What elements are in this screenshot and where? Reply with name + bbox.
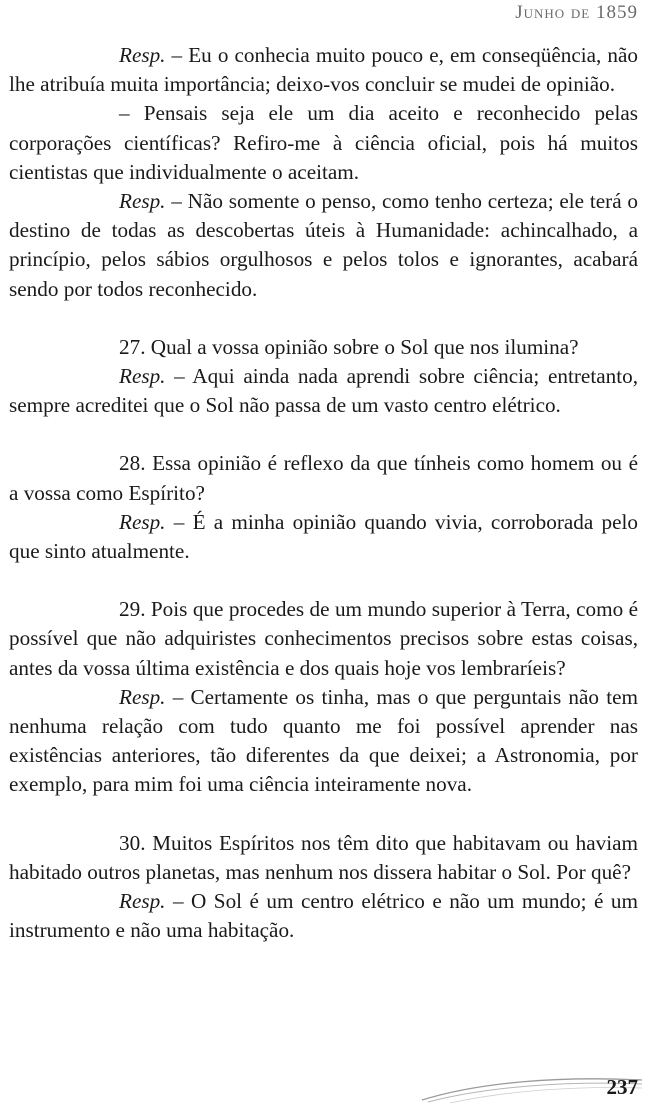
page-body	[9, 41, 638, 945]
running-header: Junho de 1859	[515, 2, 638, 23]
paragraph-text: – Aqui ainda nada aprendi sobre ciência; entretanto, sempre acreditei que o Sol não passa de um vasto centro elétrico.	[9, 364, 638, 418]
answer-28	[9, 508, 638, 566]
question-29	[9, 595, 638, 683]
page-number: 237	[606, 1075, 638, 1099]
paragraph-answer-2	[9, 187, 638, 304]
answer-29	[9, 683, 638, 800]
resp-label: Resp.	[119, 509, 166, 534]
resp-label: Resp.	[119, 43, 166, 67]
paragraph-text: – Pensais seja ele um dia aceito e reconhecido pelas corporações científicas? Refiro-me à ciência oficial, pois há muitos cientistas que individualmente o aceitam.	[9, 101, 638, 184]
paragraph-text: 28. Essa opinião é reflexo da que tínheis como homem ou é a vossa como Espírito?	[9, 451, 638, 505]
resp-label: Resp.	[119, 684, 166, 709]
question-27	[9, 333, 638, 362]
resp-label: Resp.	[119, 189, 166, 214]
answer-30	[9, 887, 638, 945]
question-30	[9, 829, 638, 887]
paragraph-text: – Certamente os tinha, mas o que perguntais não tem nenhuma relação com tudo quanto me foi possível aprender nas existências anteriores, tão diferentes da que deixei; a Astronomia, por exemplo, para mim foi uma ciência inteiramente nova.	[9, 684, 638, 797]
paragraph-text: – Eu o conhecia muito pouco e, em conseqüência, não lhe atribuía muita importância; deixo-vos concluir se mudei de opinião.	[9, 43, 638, 97]
resp-label: Resp.	[119, 364, 166, 389]
answer-27	[9, 362, 638, 420]
paragraph-text: – É a minha opinião quando vivia, corroborada pelo que sinto atualmente.	[9, 509, 638, 564]
paragraph-text: – Não somente o penso, como tenho certeza; ele terá o destino de todas as descobertas úteis à Humanidade: achincalhado, a princípio, pelos sábios orgulhosos e pelos tolos e ignorantes, acabará sendo por todos reconhecido.	[9, 189, 638, 301]
paragraph-text: 30. Muitos Espíritos nos têm dito que habitavam ou haviam habitado outros planetas, mas nenhum nos dissera habitar o Sol. Por quê?	[9, 830, 638, 884]
resp-label: Resp.	[119, 889, 166, 914]
paragraph-answer-1	[9, 41, 638, 99]
paragraph-text: 29. Pois que procedes de um mundo superior à Terra, como é possível que não adquiristes conhecimentos precisos sobre estas coisas, antes da vossa última existência e dos quais hoje vos lembraríeis?	[9, 597, 638, 680]
question-28	[9, 449, 638, 507]
paragraph-text: – O Sol é um centro elétrico e não um mundo; é um instrumento e não uma habitação.	[9, 889, 638, 943]
paragraph-text: 27. Qual a vossa opinião sobre o Sol que nos ilumina?	[119, 334, 579, 359]
paragraph-question	[9, 99, 638, 187]
